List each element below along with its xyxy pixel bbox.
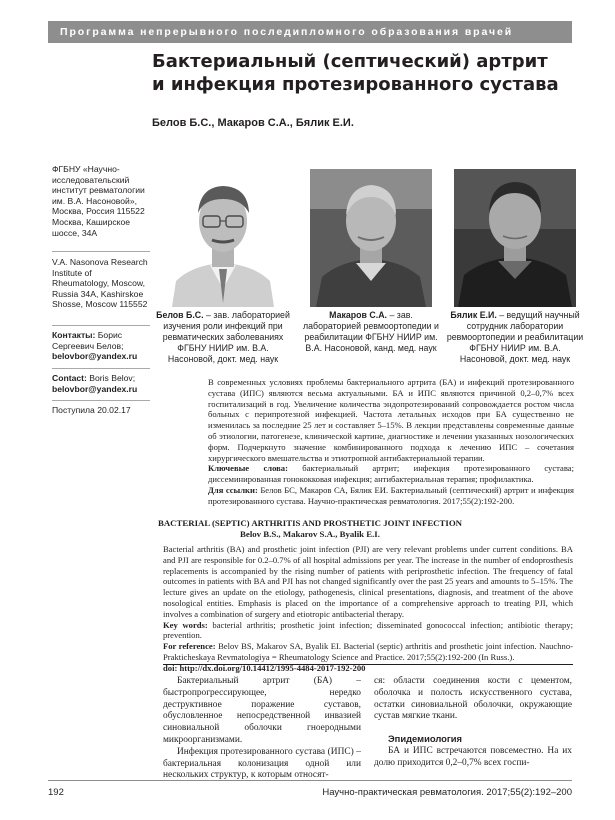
contact-ru-email[interactable]: belovbor@yandex.ru: [52, 351, 138, 362]
caption-name: Белов Б.С.: [156, 310, 204, 320]
keywords-ru: бактериальный артрит; инфекция протезированного сустава; диссеминированная гонококковая инфекция; антибактериальная терапия; профилактика.: [208, 463, 574, 485]
abstract-ru: [208, 377, 574, 507]
contact-en: [52, 373, 150, 394]
authors: Белов Б.С., Макаров С.А., Бялик Е.И.: [152, 117, 354, 129]
reference-en: Belov BS, Makarov SA, Byalik EI. Bacterial (septic) arthritis and prosthetic joint infection. Nauchno-Prakticheskaya Revmatologiya = Rheumatology Science and Practice. 2017;55(2):192-200 (In Russ.).: [163, 641, 573, 662]
english-authors: Belov B.S., Makarov S.A., Byalik E.I.: [240, 529, 380, 539]
caption-byalik: [445, 310, 585, 365]
sidebar-divider: [52, 325, 150, 326]
sidebar-divider: [52, 368, 150, 369]
contact-ru-name: Борис Сергеевич Белов;: [52, 330, 124, 351]
english-title: BACTERIAL (SEPTIC) ARTHRITIS AND PROSTHETIC JOINT INFECTION: [157, 518, 463, 528]
body-paragraph: Инфекция протезированного сустава (ИПС) – бактериальная колонизация одной или нескольких структур, к которым относят-: [163, 746, 361, 781]
english-title-block: [48, 518, 572, 540]
contact-en-label: Contact:: [52, 373, 87, 383]
portrait-makarov: [310, 169, 432, 307]
caption-belov: [153, 310, 293, 365]
keywords-en: bacterial arthritis; prosthetic joint infection; disseminated gonococcal infection; antibiotic therapy; prevention.: [163, 619, 573, 641]
keywords-ru-label: Ключевые слова:: [208, 463, 288, 474]
page-number: 192: [48, 787, 64, 798]
abstract-divider: [163, 664, 573, 665]
body-paragraph: Бактериальный артрит (БА) – быстропрогрессирующее, нередко деструктивное поражение суставов, обусловленное непосредственной инвазией синовиальной оболочки гноеродными микроорганизмами.: [163, 676, 361, 745]
section-banner: Программа непрерывного последипломного образования врачей: [48, 21, 572, 43]
contact-ru: [52, 330, 150, 362]
caption-name: Бялик Е.И.: [450, 310, 497, 320]
article-title: [152, 50, 592, 96]
title-line-2: и инфекция протезированного сустава: [152, 74, 559, 95]
body-column-1: [163, 676, 361, 782]
caption-makarov: [301, 310, 441, 354]
reference-en-label: For reference:: [163, 641, 216, 652]
keywords-en-label: Key words:: [163, 619, 208, 630]
doi-link[interactable]: doi: http://dx.doi.org/10.14412/1995-4484-2017-192-200: [163, 662, 366, 673]
abstract-en-text: Bacterial arthritis (BA) and prosthetic joint infection (PJI) are very relevant problems under current conditions. BA and PJI are responsible for 0.2–0.7% of all hospital admissions per year. The increase in the number of endoprosthesis replacements is accompanied by the rising number of patients with periprosthetic infection. The frequency of fatal outcomes in patients with BA and PJI has not changed significantly over the past 25 years and amounts to 5–15%. The lecture gives an update on the etiology, pathogenesis, clinical presentations, diagnosis, and treatment of the above nosological entities. Emphasis is placed on the importance of a comprehensive approach to treating PJI, which involves a combination of surgery and etiotropic antibacterial therapy.: [163, 544, 573, 619]
sidebar-divider: [52, 251, 150, 252]
caption-name: Макаров С.А.: [329, 310, 387, 320]
journal-citation: Научно-практическая ревматология. 2017;55(2):192–200: [322, 787, 572, 798]
footer-divider: [48, 780, 572, 781]
photo-belov: [162, 169, 284, 307]
affiliation-en: V.A. Nasonova Research Institute of Rheumatology, Moscow, Russia 34A, Kashirskoe Shosse, Moscow 115552: [52, 257, 148, 310]
photo-byalik: [454, 169, 576, 307]
title-line-1: Бактериальный (септический) артрит: [152, 51, 548, 72]
body-paragraph: ся: области соединения кости с цементом, оболочка и полость искусственного сустава, остатки синовиальной оболочки, окружающие сустав мягкие ткани.: [374, 676, 572, 722]
affiliation-ru: ФГБНУ «Научно-исследовательский институт ревматологии им. В.А. Насоновой», Москва, Россия 115522 Москва, Каширское шоссе, 34А: [52, 164, 145, 238]
sidebar-divider: [52, 400, 150, 401]
abstract-en: [163, 544, 573, 674]
section-heading-epidemiology: Эпидемиология: [388, 733, 463, 745]
body-column-2: [374, 676, 572, 770]
portrait-byalik: [454, 169, 576, 307]
cite-ru: Белов БС, Макаров СА, Бялик ЕИ. Бактериальный (септический) артрит и инфекция протезированного сустава. Научно-практическая ревматология. 2017;55(2):192-200.: [208, 484, 574, 506]
contact-en-name: Boris Belov;: [86, 373, 136, 383]
caption-desc: – зав. лабораторией изучения роли инфекций при ревматических заболеваниях ФГБНУ НИИР им. В.А. Насоновой, докт. мед. наук: [162, 310, 290, 364]
body-paragraph: БА и ИПС встречаются повсеместно. На их долю приходится 0,2–0,7% всех госпи-: [374, 745, 572, 768]
received-date: Поступила 20.02.17: [52, 405, 131, 415]
photo-makarov: [310, 169, 432, 307]
cite-ru-label: Для ссылки:: [208, 484, 258, 495]
caption-desc: – зав. лабораторией ревмоортопедии и реабилитации ФГБНУ НИИР им. В.А. Насоновой, канд. мед. наук: [303, 310, 439, 353]
contact-ru-label: Контакты:: [52, 330, 96, 340]
caption-desc: – ведущий научный сотрудник лаборатории ревмоортопедии и реабилитации ФГБНУ НИИР им. В.А. Насоновой, докт. мед. наук: [446, 310, 584, 364]
abstract-ru-text: В современных условиях проблемы бактериального артрита (БА) и инфекций протезированного сустава (ИПС) являются весьма актуальными. БА и ИПС являются причиной 0,2–0,7% всех госпитализаций в год. Увеличение количества эндопротезирований сопровождается ростом числа больных с перипротезной инфекцией. Частота летальных исходов при БА существенно не изменилась за последние 25 лет и составляет 5–15%. В лекции представлены современные данные об этиологии, патогенезе, клинической картине, диагностике и лечении указанных нозологических форм. Подчеркнуто значение комбинированного подхода к лечению ИПС – сочетания хирургического вмешательства и этиотропной антибактериальной терапии.: [208, 377, 574, 463]
contact-en-email[interactable]: belovbor@yandex.ru: [52, 383, 138, 394]
portrait-belov: [162, 169, 284, 307]
